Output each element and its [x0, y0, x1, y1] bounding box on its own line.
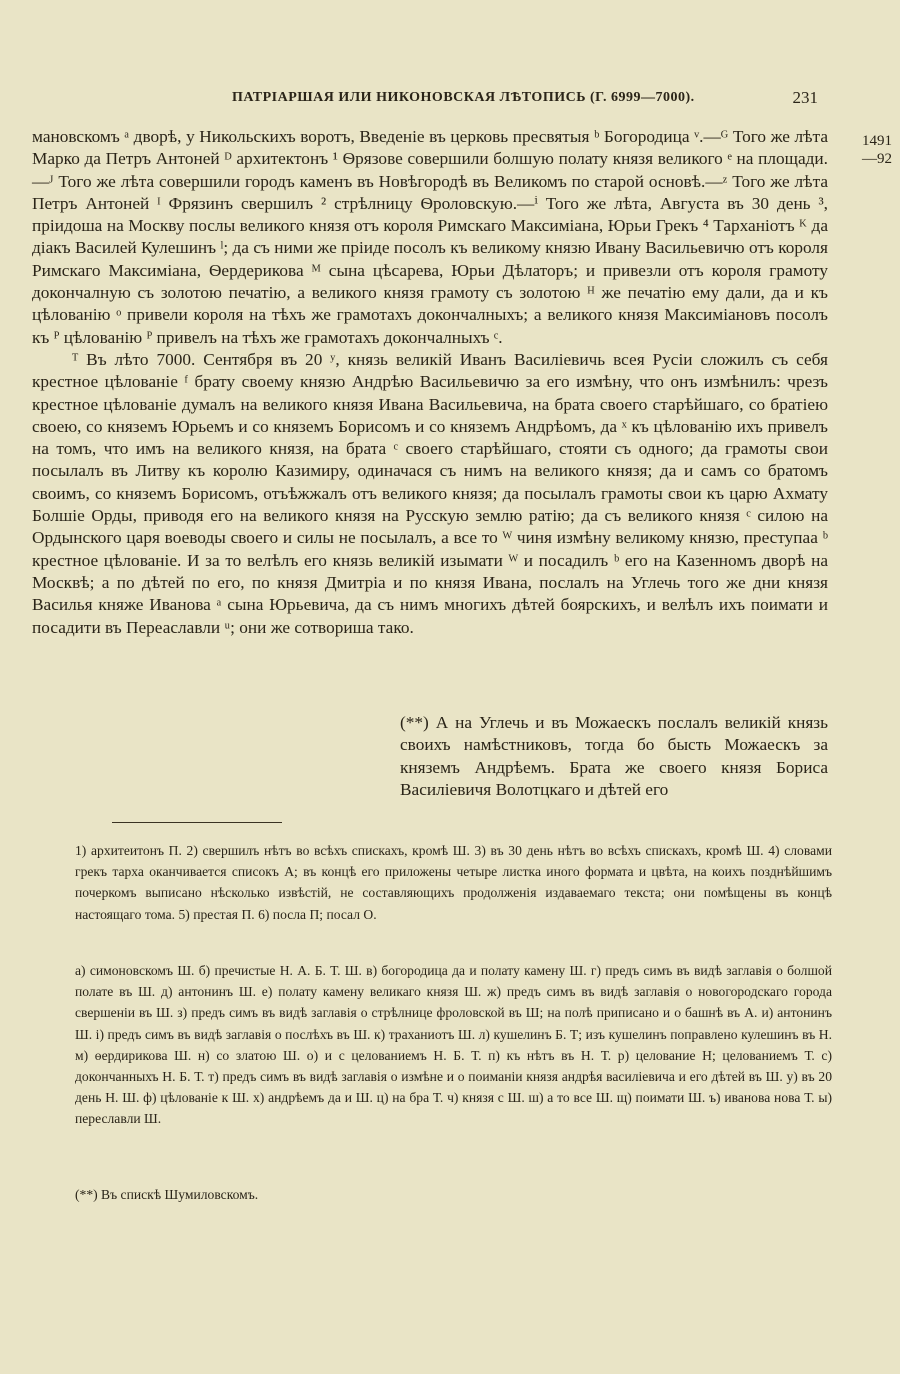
- numbered-footnotes: 1) архитеитонъ П. 2) свершилъ нѣтъ во всѣхъ спискахъ, кромѣ Ш. 3) въ 30 день нѣтъ во всѣхъ спискахъ, кромѣ Ш. 4) словами грекъ тарха оканчивается списокъ А; въ концѣ его приложены четыре листка иного формата и цвѣта, на коихъ позднѣйшимъ почеркомъ выписано нѣсколько извѣстій, не составляющихъ продолженія издаваемаго текста; они помѣщены въ концѣ настоящаго тома. 5) престая П. 6) посла П; посал О.: [75, 843, 832, 922]
- running-header: [32, 88, 828, 110]
- footnote-divider: [112, 822, 282, 823]
- margin-year-note: [836, 132, 892, 168]
- page-number: 231: [792, 88, 818, 107]
- paragraph-1: мановскомъ ᵃ дворѣ, у Никольскихъ воротъ, Введеніе въ церковь пресвятыя ᵇ Богородица ᵛ.—ᴳ Того же лѣта Марко да Петръ Антоней ᴰ архитектонъ ¹ Ѳрязове совершили болшую полату князя великого ᵉ на площади.—ᴶ Того же лѣта совершили городъ каменъ въ Новѣгородѣ въ Великомъ по старой основѣ.—ᶻ Того же лѣта Петръ Антоней ᴵ Фрязинъ свершилъ ² стрѣлницу Ѳроловскую.—ⁱ Того же лѣта, Августа въ 30 день ³, пріидоша на Москву послы великого князя отъ короля Римскаго Максиміана, Юрьи Грекъ ⁴ Тарханіотъ ᴷ да діакъ Василей Кулешинъ ˡ; да съ ними же пріиде посолъ къ великому князю Ивану Васильевичю отъ короля Римскаго Максиміана, Ѳердерикова ᴹ сына цѣсарева, Юрьи Дѣлаторъ; и привезли отъ короля грамоту докончалную съ золотою печатію, а великого князя грамоту съ золотою ᴴ же печатію ему дали, да и къ цѣлованію ᵒ привели короля на тѣхъ же грамотахъ докончалныхъ; а великого князя Максиміановъ посолъ къ ᴾ цѣлованію ᴾ привелъ на тѣхъ же грамотахъ докончалныхъ ᶜ.: [32, 127, 828, 347]
- header-title: ПАТРІАРШАЯ ИЛИ НИКОНОВСКАЯ ЛѢТОПИСЬ (Г. 6999—7000).: [232, 90, 695, 105]
- source-footnote: (**) Въ спискѣ Шумиловскомъ.: [75, 1187, 259, 1202]
- paragraph-2: ᵀ Въ лѣто 7000. Сентября въ 20 ʸ, князь великій Иванъ Василіевичь всея Русіи сложилъ съ себя крестное цѣлованіе ᶠ брату своему князю Андрѣю Васильевичю за его измѣну, что онъ измѣнилъ: чрезъ крестное цѣлованіе думалъ на великого князя Ивана Васильевича, на брата своего старѣйшаго, со братіею своею, со княземъ Юрьемъ и со княземъ Борисомъ и со княземъ Андрѣомъ, да ˣ къ цѣлованію ихъ привелъ на томъ, что имъ на великого князя, на брата ᶜ своего старѣйшаго, стояти съ одного; да грамоты свои посылалъ въ Литву къ королю Казимиру, одиначася съ нимъ на великого князя; да и самъ со братомъ своимъ, со княземъ Борисомъ, отъѣжжалъ отъ великого князя; да посылалъ грамоты свои къ царю Ахмату Болшіе Орды, приводя его на великого князя на Русскую землю ратію; да съ великого князя ᶜ силою на Ордынского царя воеводы своего и силы не посылалъ, а все то ᵂ чиня измѣну великому князю, преступаа ᵇ крестное цѣлованіе. И за то велѣлъ его князь великій изымати ᵂ и посадилъ ᵇ его на Казенномъ дворѣ на Москвѣ; а по дѣтей по его, по князя Дмитріа и по князя Ивана, послалъ на Углечь того же дни князя Василья княже Иванова ᵃ сына Юрьевича, да съ нимъ многихъ дѣтей боярскихъ, и велѣлъ ихъ поимати и посадити въ Переаславли ᵘ; они же сотвориша тако.: [32, 349, 828, 637]
- margin-year-top: 1491: [862, 133, 892, 149]
- margin-year-bottom: —92: [862, 151, 892, 167]
- lettered-footnotes: а) симоновскомъ Ш. б) пречистые Н. А. Б. Т. Ш. в) богородица да и полату камену Ш. г) предъ симъ въ видѣ заглавія о болшой полате въ Ш. д) антонинъ Ш. е) полату камену великаго князя Ш. ж) предъ симъ въ видѣ заглавія о новогородскаго города свершеніи въ Ш. з) предъ симъ въ видѣ заглавія о стрѣлнице фроловской въ Ш; на полѣ приписано и о башнѣ въ А. и) антонинъ Ш. і) предъ симъ въ видѣ заглавія о послѣхъ въ Ш. к) траханиотъ Ш. л) кушелинъ Б. Т; изъ кушелинъ поправлено кулешинъ въ Н. м) ѳердирикова Ш. н) со златою Ш. о) и с целованиемъ Н. Б. Т. п) къ нѣтъ въ Н. Т. р) целование Н; целованиемъ Т. с) докончанныхъ Н. Б. Т. т) предъ симъ въ видѣ заглавія о измѣне и о поиманіи князя андрѣя василіевича и его дѣтей въ Ш. у) въ 20 день Н. Ш. ф) цѣлованіе к Ш. х) андрѣемъ да и Ш. ц) на бра Т. ч) князя с Ш. ш) а то все Ш. щ) поимати Ш. ъ) иванова нова Т. ы) переславли Ш.: [75, 963, 832, 1127]
- main-text: [32, 126, 828, 639]
- side-note: (**) А на Углечь и въ Можаескъ послалъ великій князь своихъ намѣстниковъ, тогда бо бысть Можаескъ за княземъ Андрѣемъ. Брата же своего князя Бориса Василіевичя Волотцкаго и дѣтей его: [400, 713, 828, 799]
